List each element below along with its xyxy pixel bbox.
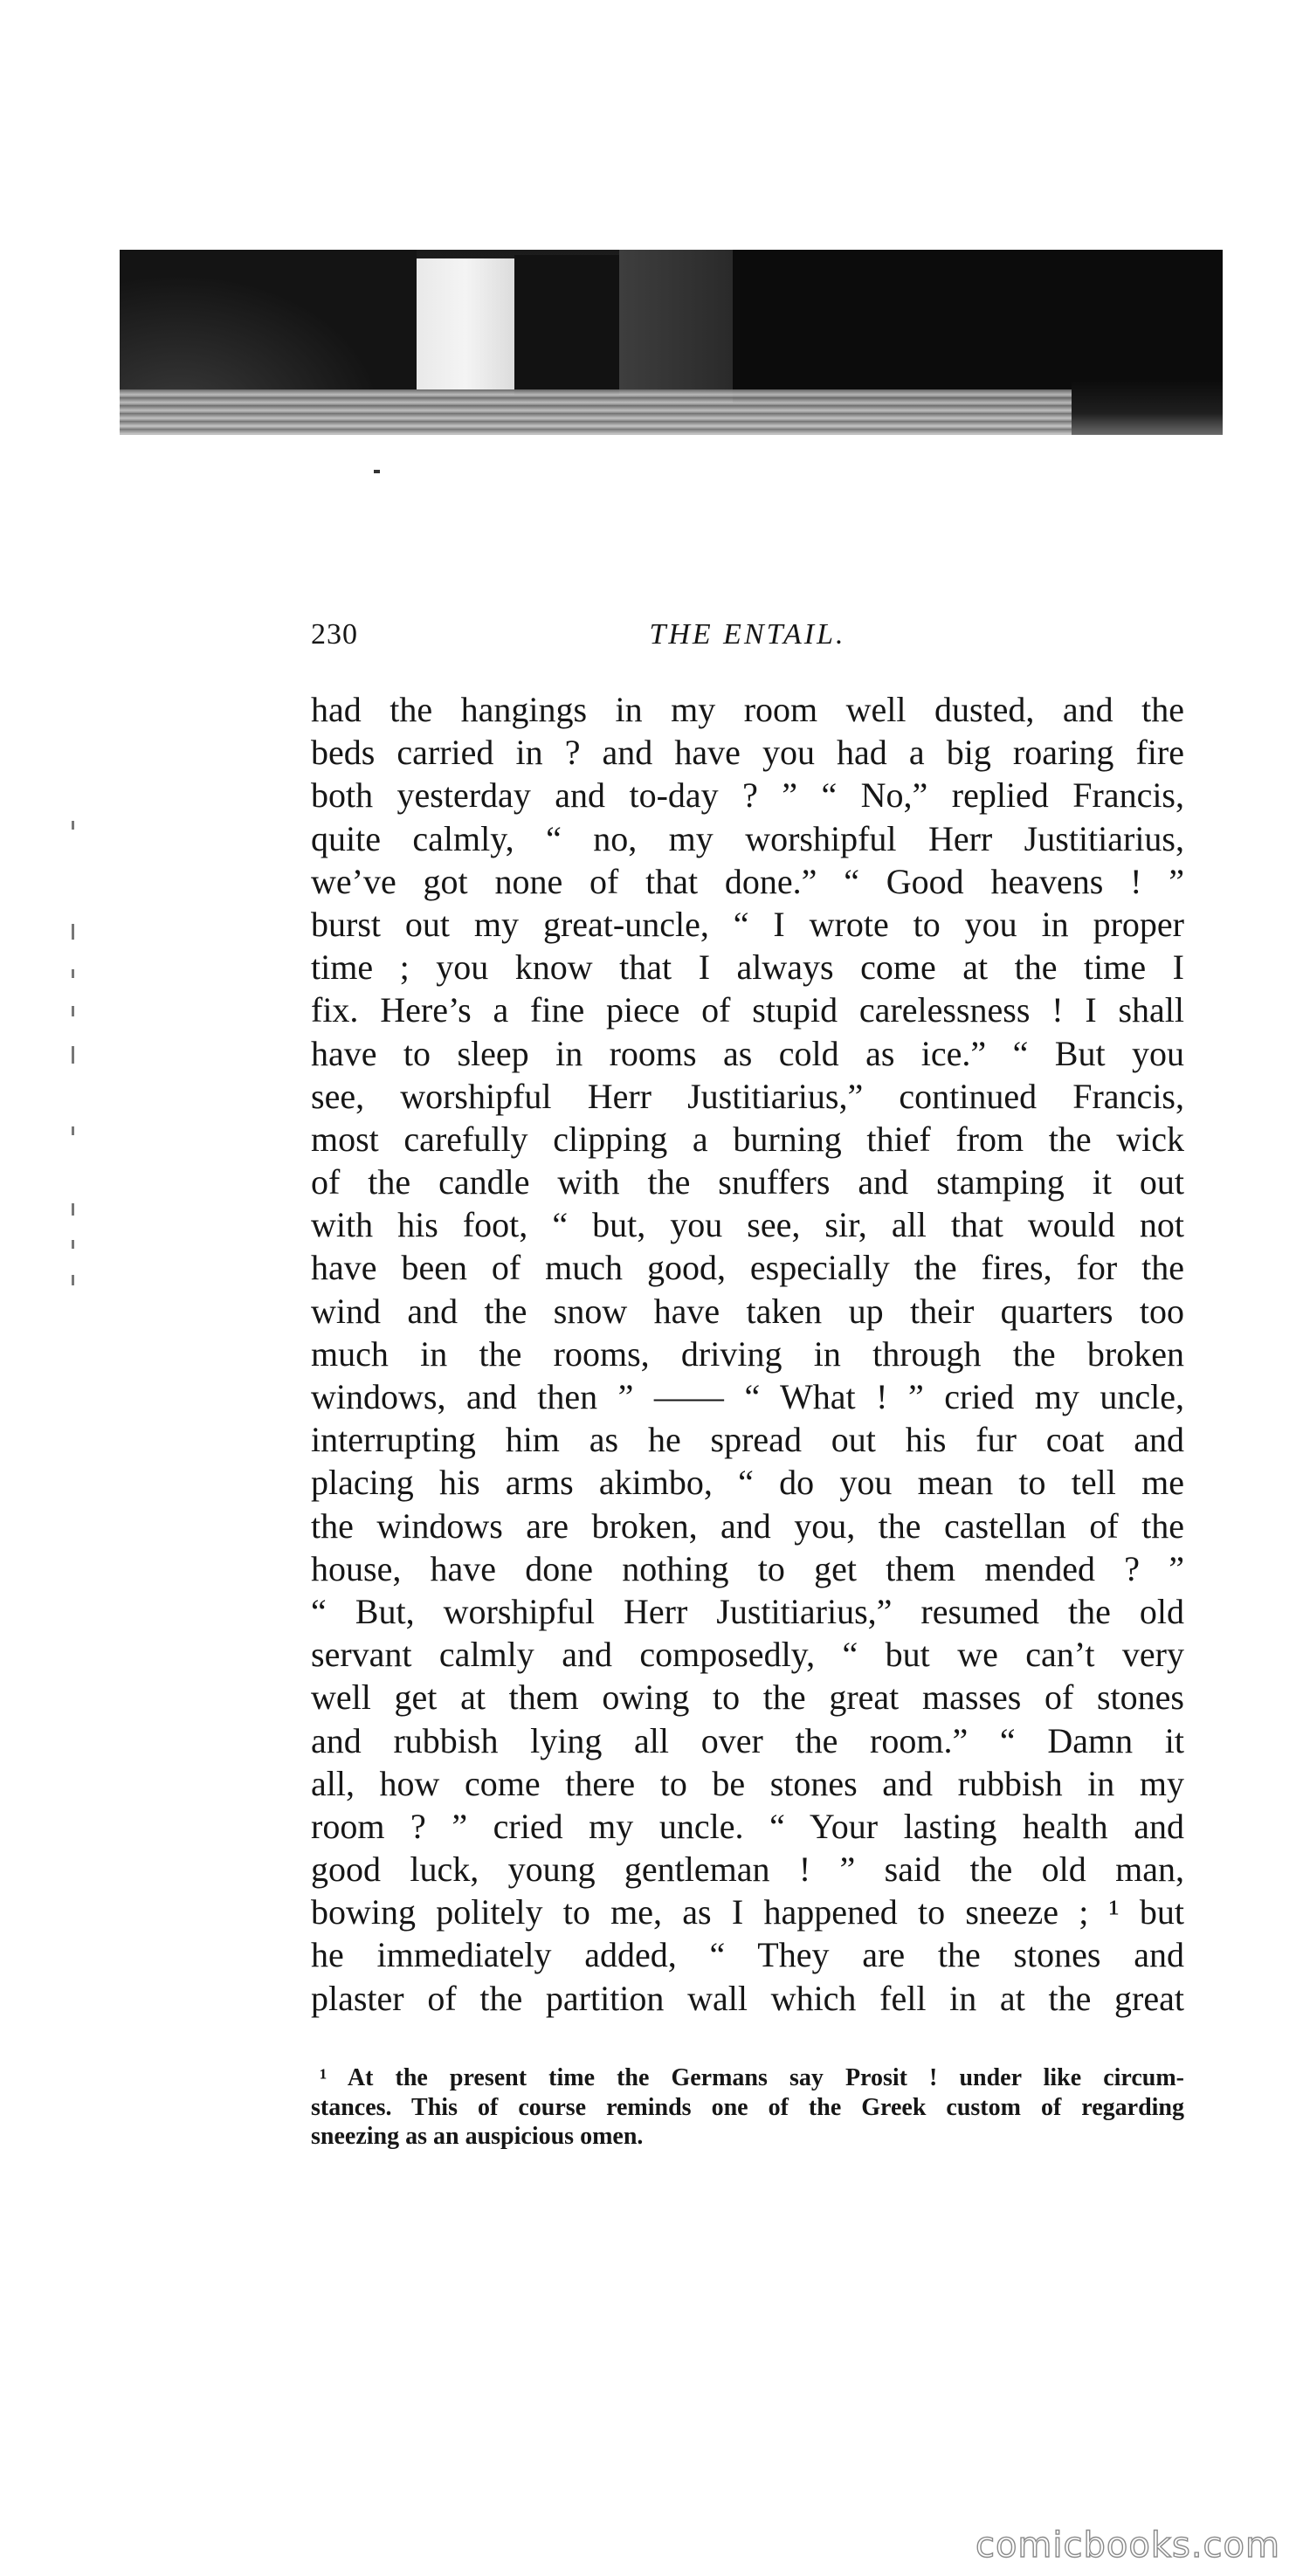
body-line: fix. Here’s a fine piece of stupid carelessness ! I shall <box>311 990 1184 1030</box>
body-line: plaster of the partition wall which fell in at the great <box>311 1978 1184 2018</box>
body-line: placing his arms akimbo, “ do you mean to tell me <box>311 1463 1184 1503</box>
strip-right-dark <box>733 250 1223 403</box>
footnote-line: stances. This of course reminds one of the Greek custom of regarding <box>311 2093 1184 2121</box>
body-line: he immediately added, “ They are the stones and <box>311 1935 1184 1975</box>
strip-grey-block <box>619 250 733 398</box>
body-line: time ; you know that I always come at the time I <box>311 947 1184 988</box>
body-line: quite calmly, “ no, my worshipful Herr Justitiarius, <box>311 818 1184 858</box>
page-number: 230 <box>311 618 358 651</box>
body-line: all, how come there to be stones and rubbish in my <box>311 1763 1184 1803</box>
strip-mid-block <box>514 255 619 395</box>
footnote-line: sneezing as an auspicious omen. <box>311 2123 644 2150</box>
body-line: house, have done nothing to get them mended ? ” <box>311 1548 1184 1588</box>
body-text <box>311 688 1184 2020</box>
running-title: THE ENTAIL. <box>649 618 846 651</box>
body-line: room ? ” cried my uncle. “ Your lasting health and <box>311 1806 1184 1846</box>
body-line: the windows are broken, and you, the castellan of the <box>311 1505 1184 1546</box>
body-line: windows, and then ” —— “ What ! ” cried my uncle, <box>311 1377 1184 1416</box>
body-line: wind and the snow have taken up their quarters too <box>311 1291 1184 1331</box>
body-line: “ But, worshipful Herr Justitiarius,” resumed the old <box>311 1591 1184 1631</box>
body-line: with his foot, “ but, you see, sir, all that would not <box>311 1205 1184 1245</box>
body-line: most carefully clipping a burning thief from the wick <box>311 1119 1184 1159</box>
running-head <box>311 618 1184 657</box>
body-line: good luck, young gentleman ! ” said the old man, <box>311 1849 1184 1890</box>
strip-dark-left <box>120 250 417 389</box>
body-line: see, worshipful Herr Justitiarius,” continued Francis, <box>311 1076 1184 1116</box>
watermark: comicbooks.com <box>975 2525 1280 2566</box>
body-line: have been of much good, especially the fires, for the <box>311 1248 1184 1288</box>
strip-floor <box>120 389 1223 435</box>
scanned-photo-strip <box>120 250 1223 435</box>
body-line: both yesterday and to-day ? ” “ No,” replied Francis, <box>311 775 1184 816</box>
body-line: bowing politely to me, as I happened to sneeze ; ¹ but <box>311 1892 1184 1932</box>
body-line: beds carried in ? and have you had a big roaring fire <box>311 733 1184 773</box>
footnote <box>311 2063 1184 2152</box>
margin-marks <box>72 821 80 1310</box>
body-line: have to sleep in rooms as cold as ice.” “ But you <box>311 1033 1184 1073</box>
footnote-line: ¹ At the present time the Germans say Prosit ! under like circum- <box>320 2064 1184 2091</box>
strip-floor-right <box>1072 381 1223 435</box>
body-line: and rubbish lying all over the room.” “ Damn it <box>311 1720 1184 1760</box>
body-line: burst out my great-uncle, “ I wrote to you in proper <box>311 904 1184 944</box>
body-line: interrupting him as he spread out his fur coat and <box>311 1420 1184 1460</box>
body-line: we’ve got none of that done.” “ Good heavens ! ” <box>311 861 1184 901</box>
body-line: servant calmly and composedly, “ but we can’t very <box>311 1635 1184 1675</box>
strip-white-block <box>417 258 514 389</box>
body-line: of the candle with the snuffers and stamping it out <box>311 1162 1184 1202</box>
body-line: well get at them owing to the great masses of stones <box>311 1677 1184 1718</box>
body-line: much in the rooms, driving in through the broken <box>311 1333 1184 1374</box>
body-line: had the hangings in my room well dusted, and the <box>311 690 1184 729</box>
scan-speck <box>374 470 380 473</box>
